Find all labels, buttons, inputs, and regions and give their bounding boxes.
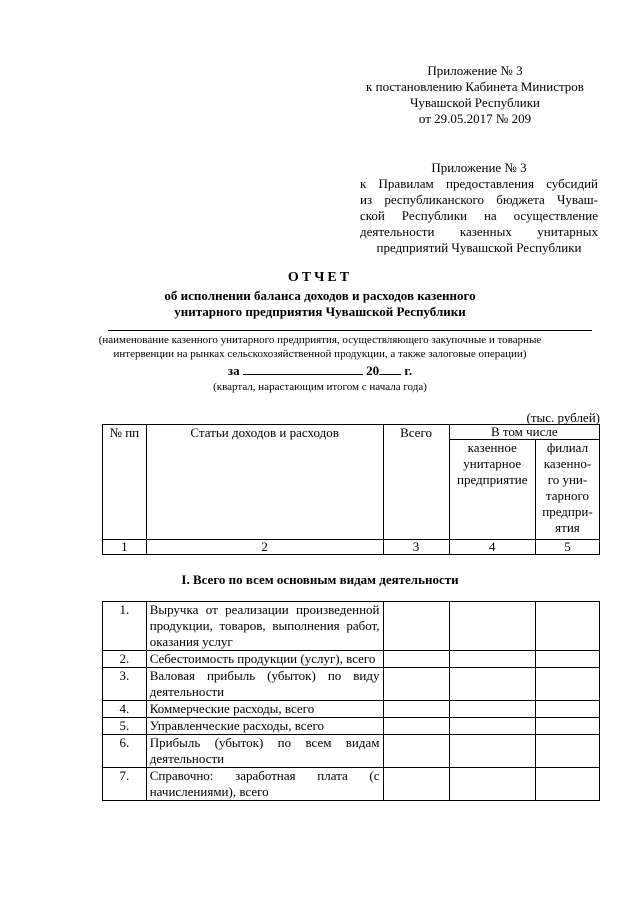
- cell-branch: [535, 668, 599, 701]
- cell-branch: [535, 735, 599, 768]
- cell-enterprise: [449, 651, 535, 668]
- cell-enterprise: [449, 718, 535, 735]
- appendix-rules-line: ской Республики на осуществление: [360, 208, 598, 223]
- enterprise-name-note-line: (наименование казенного унитарного предприятия, осуществляющего закупочные и товарные: [98, 334, 542, 346]
- header-num: № пп: [103, 425, 147, 540]
- table-row: [103, 718, 600, 735]
- cell-branch: [535, 651, 599, 668]
- period-note: (квартал, нарастающим итогом с начала года): [213, 381, 427, 393]
- cell-total: [383, 701, 449, 718]
- row-num: 4.: [103, 701, 147, 718]
- row-num: 6.: [103, 735, 147, 768]
- document-title: ОТЧЕТ: [287, 270, 353, 285]
- table-row: [103, 668, 600, 701]
- appendix-resolution-line: Чувашской Республики: [409, 95, 541, 110]
- header-total: Всего: [383, 425, 449, 540]
- appendix-rules-line: Приложение № 3: [431, 160, 527, 175]
- document-subtitle: [0, 288, 640, 320]
- cell-branch: [535, 602, 599, 651]
- appendix-resolution: [355, 63, 595, 127]
- appendix-rules-line: предприятий Чувашской Республики: [376, 240, 582, 255]
- header-items: Статьи доходов и расходов: [146, 425, 383, 540]
- row-label: Прибыль (убыток) по всем видам деятельности: [146, 735, 383, 768]
- table-row: [103, 735, 600, 768]
- header-index: 4: [449, 540, 535, 555]
- period-quarter-blank: [243, 374, 363, 375]
- cell-enterprise: [449, 701, 535, 718]
- period-prefix: за: [227, 363, 240, 378]
- cell-total: [383, 602, 449, 651]
- appendix-resolution-line: Приложение № 3: [427, 63, 523, 78]
- cell-total: [383, 718, 449, 735]
- enterprise-name-note: [0, 333, 640, 361]
- row-num: 1.: [103, 602, 147, 651]
- cell-enterprise: [449, 768, 535, 801]
- cell-total: [383, 651, 449, 668]
- period-suffix: г.: [404, 363, 413, 378]
- cell-total: [383, 735, 449, 768]
- appendix-resolution-line: к постановлению Кабинета Министров: [366, 79, 584, 94]
- row-label: Управленческие расходы, всего: [146, 718, 383, 735]
- report-period: [0, 363, 640, 379]
- cell-enterprise: [449, 668, 535, 701]
- enterprise-name-note-line: интервенции на рынках сельскохозяйственной продукции, а также залоговые операции): [113, 348, 527, 360]
- table-row: [103, 768, 600, 801]
- cell-total: [383, 768, 449, 801]
- cell-branch: [535, 768, 599, 801]
- cell-branch: [535, 718, 599, 735]
- units-label: (тыс. рублей): [526, 410, 600, 425]
- table-row: [103, 701, 600, 718]
- appendix-rules-line: деятельности казенных унитарных: [360, 224, 598, 239]
- enterprise-name-line: [108, 330, 592, 331]
- row-label: Себестоимость продукции (услуг), всего: [146, 651, 383, 668]
- period-year-blank: [379, 374, 401, 375]
- row-label: Коммерческие расходы, всего: [146, 701, 383, 718]
- header-enterprise: казенное унитарное предприятие: [449, 440, 535, 540]
- document-subtitle-line: унитарного предприятия Чувашской Республики: [174, 304, 466, 319]
- document-subtitle-line: об исполнении баланса доходов и расходов казенного: [164, 288, 476, 303]
- cell-enterprise: [449, 602, 535, 651]
- cell-total: [383, 668, 449, 701]
- row-num: 5.: [103, 718, 147, 735]
- section-title: I. Всего по всем основным видам деятельности: [181, 572, 459, 587]
- period-year: 20: [366, 363, 380, 378]
- row-num: 2.: [103, 651, 147, 668]
- row-num: 7.: [103, 768, 147, 801]
- row-label: Справочно: заработная плата (с начислениями), всего: [146, 768, 383, 801]
- appendix-rules-line: из республиканского бюджета Чуваш-: [360, 192, 598, 207]
- report-table-header: [102, 424, 600, 555]
- row-label: Выручка от реализации произведенной продукции, товаров, выполнения работ, оказания услуг: [146, 602, 383, 651]
- header-index: 1: [103, 540, 147, 555]
- header-including: В том числе: [449, 425, 599, 440]
- appendix-rules: [360, 160, 598, 256]
- cell-enterprise: [449, 735, 535, 768]
- header-index: 3: [383, 540, 449, 555]
- row-num: 3.: [103, 668, 147, 701]
- header-index: 5: [535, 540, 599, 555]
- appendix-resolution-line: от 29.05.2017 № 209: [418, 111, 532, 126]
- cell-branch: [535, 701, 599, 718]
- table-row: [103, 602, 600, 651]
- table-row: [103, 651, 600, 668]
- report-table-body: [102, 601, 600, 801]
- appendix-rules-line: к Правилам предоставления субсидий: [360, 176, 598, 191]
- row-label: Валовая прибыль (убыток) по виду деятельности: [146, 668, 383, 701]
- header-index: 2: [146, 540, 383, 555]
- header-branch: филиал казенно-го уни-тарного предпри-ятия: [535, 440, 599, 540]
